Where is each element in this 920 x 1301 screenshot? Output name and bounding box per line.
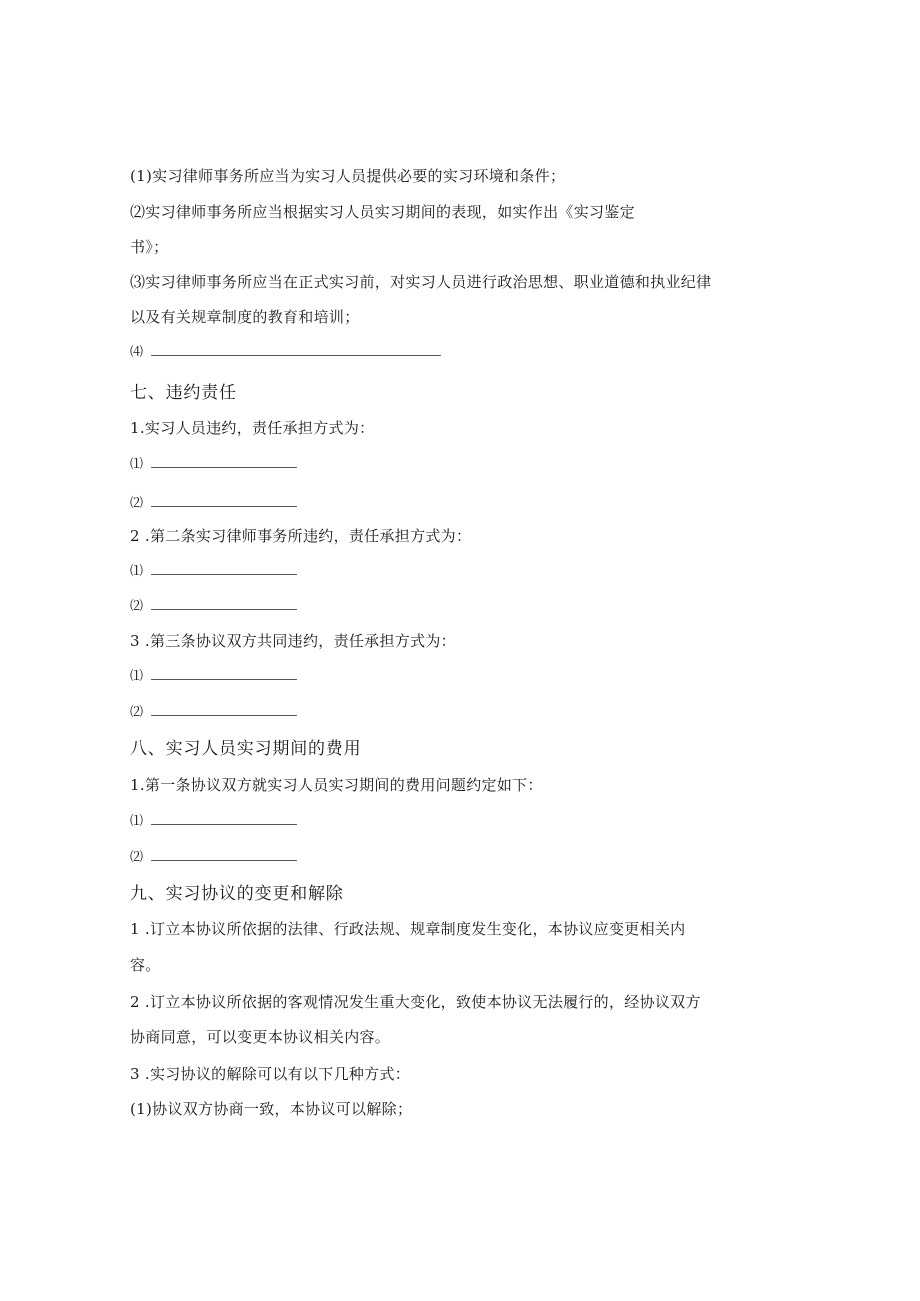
section-7-clause-3-item-2 xyxy=(130,701,297,723)
item-1: (1)实习律师事务所应当为实习人员提供必要的实习环境和条件； xyxy=(130,167,566,185)
blank-line xyxy=(151,560,297,575)
section-7-clause-3-item-1 xyxy=(130,665,297,687)
section-7-clause-2: 2 .第二条实习律师事务所违约，责任承担方式为： xyxy=(130,527,472,545)
section-9-clause-3: 3 .实习协议的解除可以有以下几种方式： xyxy=(130,1065,411,1083)
item-2-line-1: ⑵实习律师事务所应当根据实习人员实习期间的表现，如实作出《实习鉴定 xyxy=(130,203,635,221)
item-4 xyxy=(130,341,441,363)
section-9-heading: 九、实习协议的变更和解除 xyxy=(130,884,344,904)
item-3-line-2: 以及有关规章制度的教育和培训； xyxy=(130,308,360,326)
section-8-clause-1-item-1 xyxy=(130,810,297,832)
item-label: ⑴ xyxy=(130,564,144,579)
section-9-clause-2-line-1: 2 .订立本协议所依据的客观情况发生重大变化，致使本协议无法履行的，经协议双方 xyxy=(130,993,701,1011)
section-7-clause-1: 1.实习人员违约，责任承担方式为： xyxy=(130,419,375,437)
blank-line xyxy=(151,810,297,825)
blank-line xyxy=(151,701,297,716)
item-label: ⑵ xyxy=(130,599,144,614)
item-label: ⑵ xyxy=(130,705,144,720)
section-9-clause-3-item-1: (1)协议双方协商一致，本协议可以解除； xyxy=(130,1100,413,1118)
section-7-heading: 七、违约责任 xyxy=(130,383,237,403)
item-2-line-2: 书》； xyxy=(130,238,169,256)
item-label: ⑴ xyxy=(130,814,144,829)
item-label: ⑴ xyxy=(130,669,144,684)
section-7-clause-1-item-2 xyxy=(130,492,297,514)
section-7-clause-1-item-1 xyxy=(130,453,297,475)
section-7-clause-2-item-2 xyxy=(130,595,297,617)
blank-line xyxy=(151,453,297,468)
blank-line xyxy=(151,492,297,507)
section-8-clause-1: 1.第一条协议双方就实习人员实习期间的费用问题约定如下： xyxy=(130,776,543,794)
section-7-clause-2-item-1 xyxy=(130,560,297,582)
section-8-heading: 八、实习人员实习期间的费用 xyxy=(130,739,362,759)
section-9-clause-1-line-1: 1 .订立本协议所依据的法律、行政法规、规章制度发生变化，本协议应变更相关内 xyxy=(130,920,686,938)
item-label: ⑴ xyxy=(130,457,144,472)
blank-line xyxy=(151,341,441,356)
item-4-label: ⑷ xyxy=(130,345,144,360)
blank-line xyxy=(151,595,297,610)
blank-line xyxy=(151,665,297,680)
item-3-line-1: ⑶实习律师事务所应当在正式实习前，对实习人员进行政治思想、职业道德和执业纪律 xyxy=(130,273,712,291)
section-9-clause-2-line-2: 协商同意，可以变更本协议相关内容。 xyxy=(130,1028,391,1046)
section-9-clause-1-line-2: 容。 xyxy=(130,956,161,974)
section-7-clause-3: 3 .第三条协议双方共同违约，责任承担方式为： xyxy=(130,632,456,650)
item-label: ⑵ xyxy=(130,850,144,865)
blank-line xyxy=(151,846,297,861)
section-8-clause-1-item-2 xyxy=(130,846,297,868)
item-label: ⑵ xyxy=(130,496,144,511)
